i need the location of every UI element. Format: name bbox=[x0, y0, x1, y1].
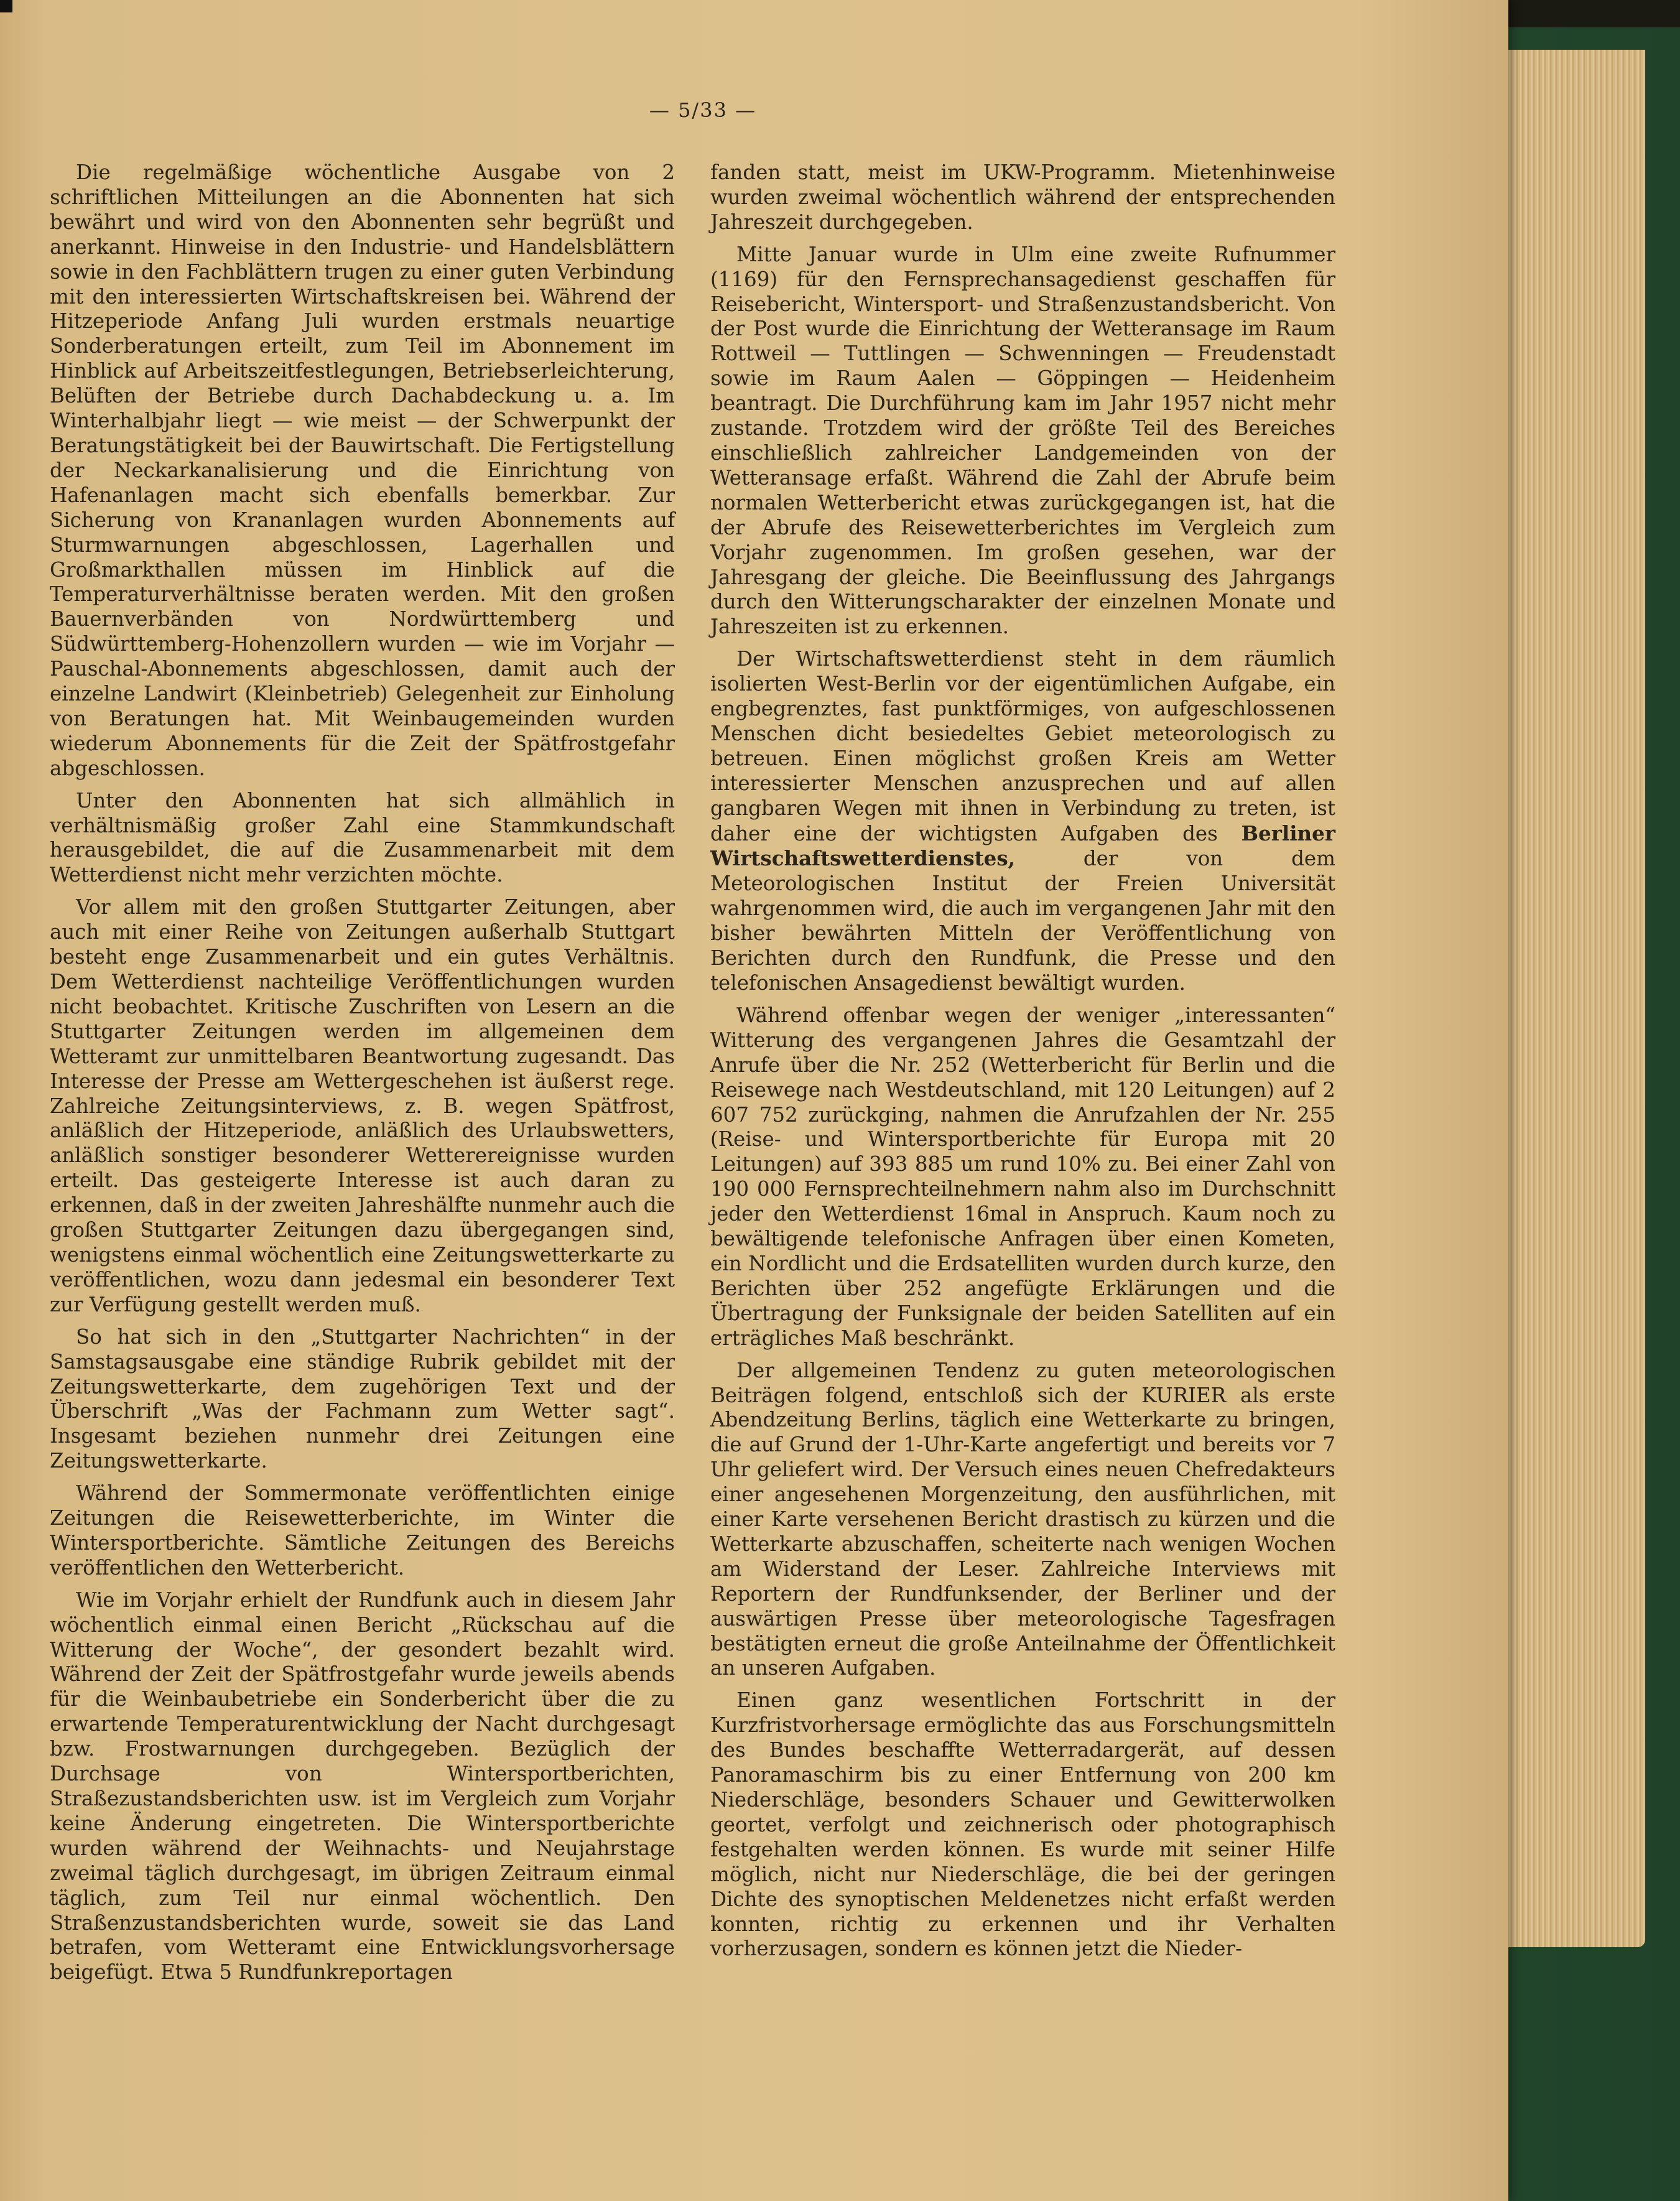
left-column bbox=[50, 161, 675, 1993]
bold-name: Berliner Wirtschaftswetterdienstes, bbox=[710, 821, 1335, 871]
paragraph bbox=[710, 647, 1335, 996]
paragraph: Unter den Abonnenten hat sich allmählich in verhältnismäßig großer Zahl eine Stammkundschaft herausgebildet, die auf die Zusammenarbeit mit dem Wetterdienst nicht mehr verzichten möchte. bbox=[50, 788, 675, 887]
right-column bbox=[710, 161, 1335, 1969]
paragraph: Die regelmäßige wöchentliche Ausgabe von 2 schriftlichen Mitteilungen an die Abonnenten hat sich bewährt und wird von den Abonnenten sehr begrüßt und anerkannt. Hinweise in den Industrie- und Handelsblättern sowie in den Fachblättern trugen zu einer guten Verbindung mit den interessierten Wirtschaftskreisen bei. Während der Hitzeperiode Anfang Juli wurden erstmals neuartige Sonderberatungen erteilt, zum Teil im Abonnement im Hinblick auf Arbeitszeitfestlegungen, Betriebserleichterung, Belüften der Betriebe durch Dachabdeckung u. a. Im Winterhalbjahr liegt — wie meist — der Schwerpunkt der Beratungstätigkeit bei der Bauwirtschaft. Die Fertigstellung der Neckarkanalisierung und die Einrichtung von Hafenanlagen macht sich ebenfalls bemerkbar. Zur Sicherung von Krananlagen wurden Abonnements auf Sturmwarnungen abgeschlossen, Lagerhallen und Großmarkthallen müssen im Hinblick auf die Temperaturverhältnisse beraten werden. Mit den großen Bauernverbänden von Nordwürttemberg und Südwürttemberg-Hohenzollern wurden — wie im Vorjahr — Pauschal-Abonnements abgeschlossen, damit auch der einzelne Landwirt (Kleinbetrieb) Gelegenheit zur Einholung von Beratungen hat. Mit Weinbaugemeinden wurden wiederum Abonnements für die Zeit der Spätfrostgefahr abgeschlossen. bbox=[50, 161, 675, 780]
paragraph: Einen ganz wesentlichen Fortschritt in der Kurzfristvorhersage ermöglichte das aus Forschungsmitteln des Bundes beschaffte Wetterradargerät, auf dessen Panoramaschirm bis zu einer Entfernung von 200 km Niederschläge, besonders Schauer und Gewitterwolken geortet, verfolgt und zeichnerisch oder photographisch festgehalten werden können. Es wurde mit seiner Hilfe möglich, nicht nur Niederschläge, die bei der geringen Dichte des synoptischen Meldenetzes nicht erfaßt werden konnten, richtig zu erkennen und ihr Verhalten vorherzusagen, sondern es können jetzt die Nieder- bbox=[710, 1688, 1335, 1961]
paragraph: Während offenbar wegen der weniger „interessanten“ Witterung des vergangenen Jahres die Gesamtzahl der Anrufe über die Nr. 252 (Wetterbericht für Berlin und die Reisewege nach Westdeutschland, mit 120 Leitungen) auf 2 607 752 zurückging, nahmen die Anrufzahlen der Nr. 255 (Reise- und Wintersportberichte für Europa mit 20 Leitungen) auf 393 885 um rund 10% zu. Bei einer Zahl von 190 000 Fernsprechteilnehmern nahm also im Durchschnitt jeder den Wetterdienst 16mal in Anspruch. Kaum noch zu bewältigende telefonische Anfragen über einen Kometen, ein Nordlicht und die Erdsatelliten wurden durch kurze, den Berichten über 252 angefügte Erklärungen und die Übertragung der Funksignale der beiden Satelliten auf ein erträgliches Maß beschränkt. bbox=[710, 1003, 1335, 1350]
page-edges bbox=[1502, 50, 1645, 1947]
paragraph: So hat sich in den „Stuttgarter Nachrichten“ in der Samstagsausgabe eine ständige Rubrik gebildet mit der Zeitungswetterkarte, dem zugehörigen Text und der Überschrift „Was der Fachmann zum Wetter sagt“. Insgesamt beziehen nunmehr drei Zeitungen eine Zeitungswetterkarte. bbox=[50, 1324, 675, 1473]
paragraph-text: der von dem Meteorologischen Institut der Freien Universität wahrgenommen wird, die auch im vergangenen Jahr mit den bisher bewährten Mitteln der Veröffentlichung von Berichten durch den Rundfunk, die Presse und den telefonischen Ansagedienst bewältigt wurden. bbox=[710, 847, 1335, 995]
paragraph: Der allgemeinen Tendenz zu guten meteorologischen Beiträgen folgend, entschloß sich der KURIER als erste Abendzeitung Berlins, täglich eine Wetterkarte zu bringen, die auf Grund der 1-Uhr-Karte angefertigt und bereits vor 7 Uhr geliefert wird. Der Versuch eines neuen Chefredakteurs einer angesehenen Morgenzeitung, den ausführlichen, mit einer Karte versehenen Bericht drastisch zu kürzen und die Wetterkarte abzuschaffen, scheiterte nach wenigen Wochen am Widerstand der Leser. Zahlreiche Interviews mit Reportern der Rundfunksender, der Berliner und der auswärtigen Presse über meteorologische Tagesfragen bestätigten erneut die große Anteilnahme der Öffentlichkeit an unseren Aufgaben. bbox=[710, 1358, 1335, 1680]
paragraph: fanden statt, meist im UKW-Programm. Mietenhinweise wurden zweimal wöchentlich während der entsprechenden Jahreszeit durchgegeben. bbox=[710, 161, 1335, 234]
page-number: — 5/33 — bbox=[649, 98, 757, 122]
paragraph: Während der Sommermonate veröffentlichten einige Zeitungen die Reisewetterberichte, im Winter die Wintersportberichte. Sämtliche Zeitungen des Bereichs veröffentlichen den Wetterbericht. bbox=[50, 1481, 675, 1580]
scan-corner bbox=[0, 0, 12, 12]
paragraph: Mitte Januar wurde in Ulm eine zweite Rufnummer (1169) für den Fernsprechansagedienst geschaffen für Reisebericht, Wintersport- und Straßenzustandsbericht. Von der Post wurde die Einrichtung der Wetteransage im Raum Rottweil — Tuttlingen — Schwenningen — Freudenstadt sowie im Raum Aalen — Göppingen — Heidenheim beantragt. Die Durchführung kam im Jahr 1957 nicht mehr zustande. Trotzdem wird der größte Teil des Bereiches einschließlich zahlreicher Landgemeinden von der Wetteransage erfaßt. Während die Zahl der Abrufe beim normalen Wetterbericht etwas zurückgegangen ist, hat die der Abrufe des Reisewetterberichtes im Vergleich zum Vorjahr zugenommen. Im großen gesehen, war der Jahresgang der gleiche. Die Beeinflussung des Jahrgangs durch den Witterungscharakter der einzelnen Monate und Jahreszeiten ist zu erkennen. bbox=[710, 242, 1335, 639]
paragraph: Wie im Vorjahr erhielt der Rundfunk auch in diesem Jahr wöchentlich einmal einen Bericht „Rückschau auf die Witterung der Woche“, der gesondert bezahlt wird. Während der Zeit der Spätfrostgefahr wurde jeweils abends für die Weinbaubetriebe ein Sonderbericht über die zu erwartende Temperaturentwicklung der Nacht durchgesagt bzw. Frostwarnungen durchgegeben. Bezüglich der Durchsage von Wintersportberichten, Straßezustandsberichten usw. ist im Vergleich zum Vorjahr keine Änderung eingetreten. Die Wintersportberichte wurden während der Weihnachts- und Neujahrstage zweimal täglich durchgesagt, im übrigen Zeitraum einmal täglich, zum Teil nur einmal wöchentlich. Den Straßenzustandsberichten wurde, soweit sie das Land betrafen, vom Wetteramt eine Entwicklungsvorhersage beigefügt. Etwa 5 Rundfunkreportagen bbox=[50, 1588, 675, 1985]
paragraph-text: Der Wirtschaftswetterdienst steht in dem räumlich isolierten West-Berlin vor der eigentümlichen Aufgabe, ein engbegrenztes, fast punktförmiges, von aufgeschlossenen Menschen dicht besiedeltes Gebiet meteorologisch zu betreuen. Einen möglichst großen Kreis am Wetter interessierter Menschen anzusprechen und auf allen gangbaren Wegen mit ihnen in Verbindung zu treten, ist daher eine der wichtigsten Aufgaben des bbox=[710, 647, 1335, 845]
paragraph: Vor allem mit den großen Stuttgarter Zeitungen, aber auch mit einer Reihe von Zeitungen außerhalb Stuttgart besteht enge Zusammenarbeit und ein gutes Verhältnis. Dem Wetterdienst nachteilige Veröffentlichungen wurden nicht beobachtet. Kritische Zuschriften von Lesern an die Stuttgarter Zeitungen werden im allgemeinen dem Wetteramt zur unmittelbaren Beantwortung zugesandt. Das Interesse der Presse am Wettergeschehen ist äußerst rege. Zahlreiche Zeitungsinterviews, z. B. wegen Spätfrost, anläßlich der Hitzeperiode, anläßlich des Urlaubswetters, anläßlich sonstiger besonderer Wetterereignisse wurden erteilt. Das gesteigerte Interesse ist auch daran zu erkennen, daß in der zweiten Jahreshälfte nunmehr auch die großen Stuttgarter Zeitungen dazu übergegangen sind, wenigstens einmal wöchentlich eine Zeitungswetterkarte zu veröffentlichen, wozu dann jedesmal ein besonderer Text zur Verfügung gestellt werden muß. bbox=[50, 895, 675, 1316]
